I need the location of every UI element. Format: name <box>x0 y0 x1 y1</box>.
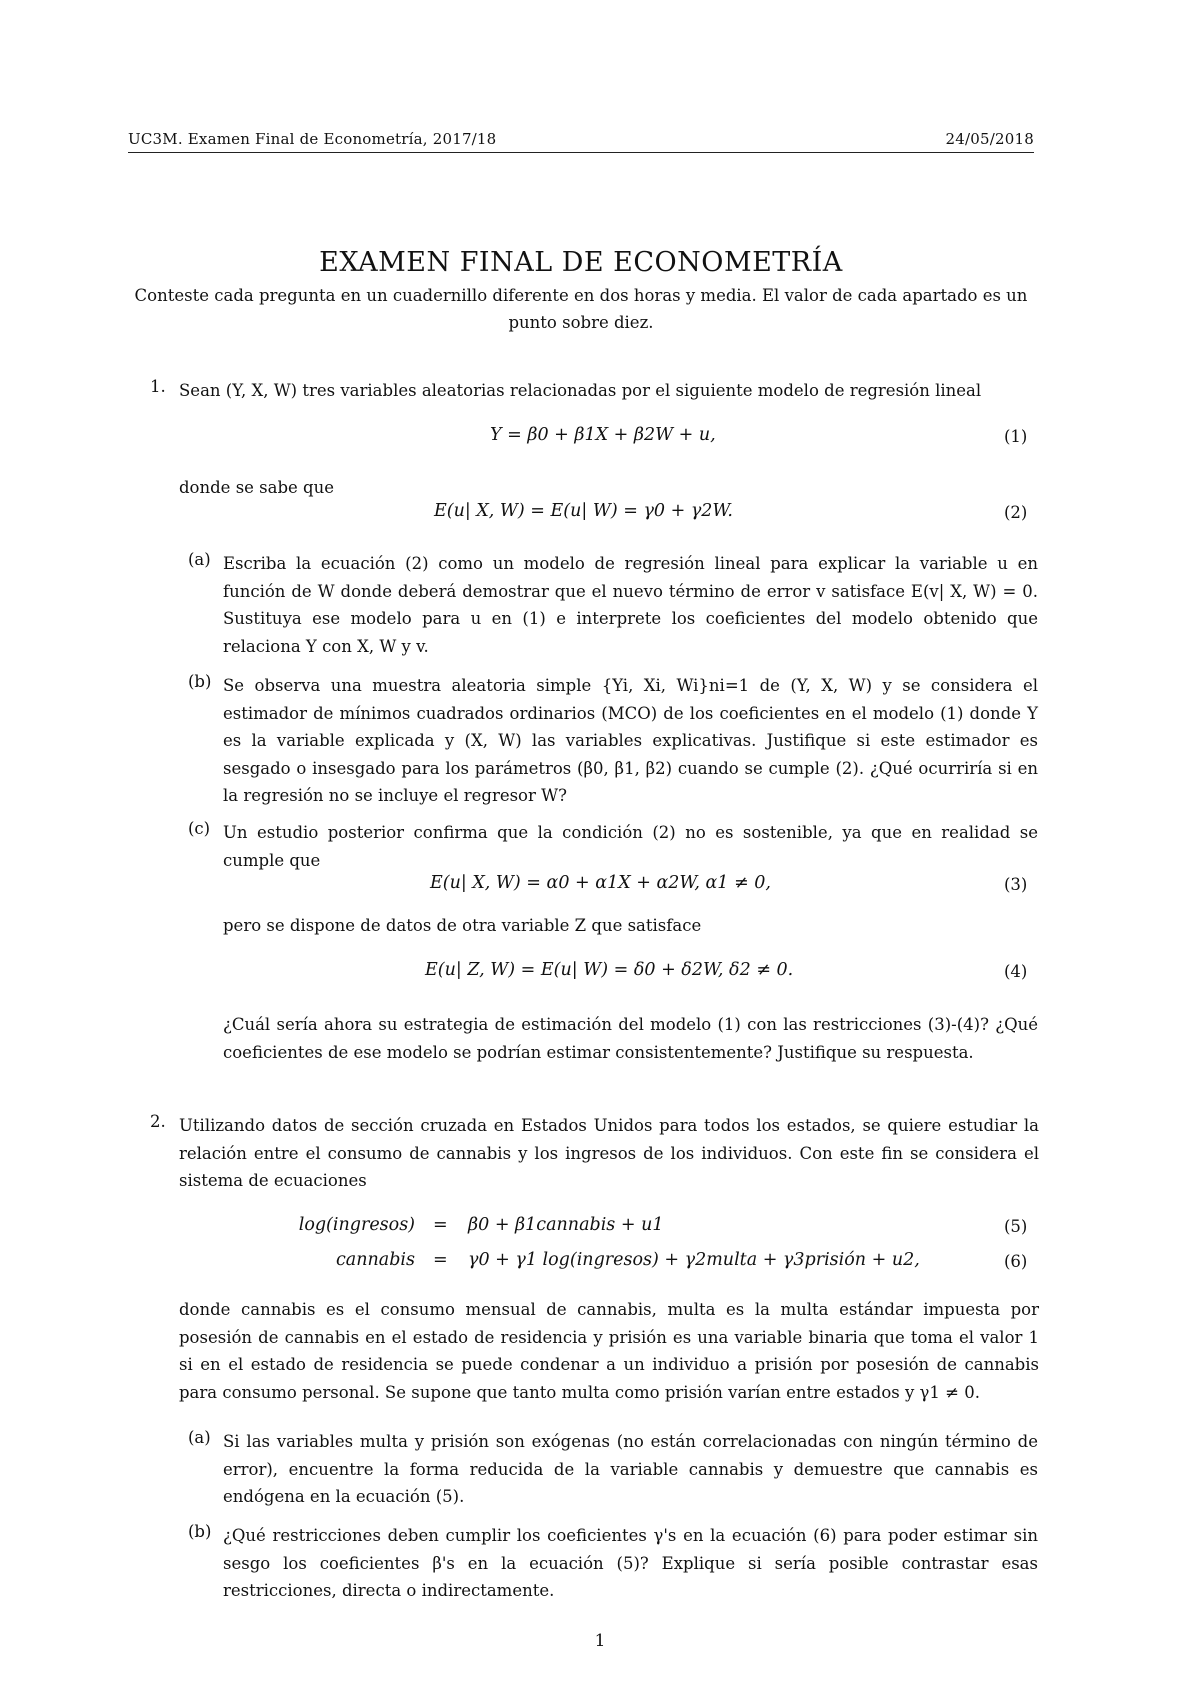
header-date: 24/05/2018 <box>945 130 1034 148</box>
exam-title: EXAMEN FINAL DE ECONOMETRÍA <box>319 247 843 278</box>
equation-5-number: (5) <box>1004 1217 1028 1236</box>
page-header <box>128 130 1034 153</box>
equation-3-number: (3) <box>1004 875 1028 894</box>
page-number: 1 <box>594 1631 606 1651</box>
question-2a-label: (a) <box>188 1428 211 1447</box>
exam-instructions: Conteste cada pregunta en un cuadernillo diferente en dos horas y media. El valor de cada apartado es un punto sobre diez. <box>134 286 1028 332</box>
equation-4: E(u| Z, W) = E(u| W) = δ0 + δ2W, δ2 ≠ 0. <box>425 960 794 980</box>
equation-5-sign: = <box>433 1215 448 1235</box>
question-2a-text: Si las variables multa y prisión son exógenas (no están correlacionadas con ningún término de error), encuentre la forma reducida de la variable cannabis y demuestre que cannabis es endógena en la ecuación (5). <box>223 1432 1038 1506</box>
question-2b-text: ¿Qué restricciones deben cumplir los coeficientes γ's en la ecuación (6) para poder estimar sin sesgo los coeficientes β's en la ecuación (5)? Explique si sería posible contrastar esas restricciones, directa o indirectamente. <box>223 1526 1038 1600</box>
question-1c-text-2: pero se dispone de datos de otra variable Z que satisface <box>223 916 702 935</box>
question-1b-label: (b) <box>188 672 212 691</box>
equation-2: E(u| X, W) = E(u| W) = γ0 + γ2W. <box>434 501 733 521</box>
question-1a-text: Escriba la ecuación (2) como un modelo de regresión lineal para explicar la variable u en función de W donde deberá demostrar que el nuevo término de error v satisface E(v| X, W) = 0. Sustituya ese modelo para u en (1) e interprete los coeficientes del modelo obtenido que relaciona Y con X, W y v. <box>223 554 1038 656</box>
question-1-number: 1. <box>150 377 166 396</box>
equation-5-lhs: log(ingresos) <box>298 1215 415 1235</box>
question-1-intro: Sean (Y, X, W) tres variables aleatorias relacionadas por el siguiente modelo de regresión lineal <box>179 381 982 400</box>
equation-4-number: (4) <box>1004 962 1028 981</box>
equation-2-number: (2) <box>1004 503 1028 522</box>
equation-1-number: (1) <box>1004 427 1028 446</box>
equation-3: E(u| X, W) = α0 + α1X + α2W, α1 ≠ 0, <box>430 873 771 893</box>
question-1b-text: Se observa una muestra aleatoria simple {Yi, Xi, Wi}ni=1 de (Y, X, W) y se considera el estimador de mínimos cuadrados ordinarios (MCO) de los coeficientes en el modelo (1) donde Y es la variable explicada y (X, W) las variables explicativas. Justifique si este estimador es sesgado o insesgado para los parámetros (β0, β1, β2) cuando se cumple (2). ¿Qué ocurriría si en la regresión no se incluye el regresor W? <box>223 676 1038 805</box>
question-1-where: donde se sabe que <box>179 478 335 497</box>
question-2-where: donde cannabis es el consumo mensual de cannabis, multa es la multa estándar impuesta por posesión de cannabis en el estado de residencia y prisión es una variable binaria que toma el valor 1 si en el estado de residencia se puede condenar a un individuo a prisión por posesión de cannabis para consumo personal. Se supone que tanto multa como prisión varían entre estados y γ1 ≠ 0. <box>179 1300 1039 1402</box>
equation-1: Y = β0 + β1X + β2W + u, <box>490 425 716 445</box>
equation-5-rhs: β0 + β1cannabis + u1 <box>468 1215 664 1235</box>
equation-6-sign: = <box>433 1250 448 1270</box>
question-1a-label: (a) <box>188 550 211 569</box>
equation-6-lhs: cannabis <box>336 1250 415 1270</box>
header-course: UC3M. Examen Final de Econometría, 2017/18 <box>128 130 497 148</box>
question-1c-text-3: ¿Cuál sería ahora su estrategia de estimación del modelo (1) con las restricciones (3)-(4)? ¿Qué coeficientes de ese modelo se podrían estimar consistentemente? Justifique su respuesta. <box>223 1015 1038 1062</box>
question-2b-label: (b) <box>188 1522 212 1541</box>
question-1c-text-1: Un estudio posterior confirma que la condición (2) no es sostenible, ya que en realidad se cumple que <box>223 823 1038 870</box>
equation-6-number: (6) <box>1004 1252 1028 1271</box>
question-1c-label: (c) <box>188 819 211 838</box>
equation-6-rhs: γ0 + γ1 log(ingresos) + γ2multa + γ3prisión + u2, <box>468 1250 920 1270</box>
question-2-number: 2. <box>150 1112 166 1131</box>
question-2-intro: Utilizando datos de sección cruzada en Estados Unidos para todos los estados, se quiere estudiar la relación entre el consumo de cannabis y los ingresos de los individuos. Con este fin se considera el sistema de ecuaciones <box>179 1116 1039 1190</box>
